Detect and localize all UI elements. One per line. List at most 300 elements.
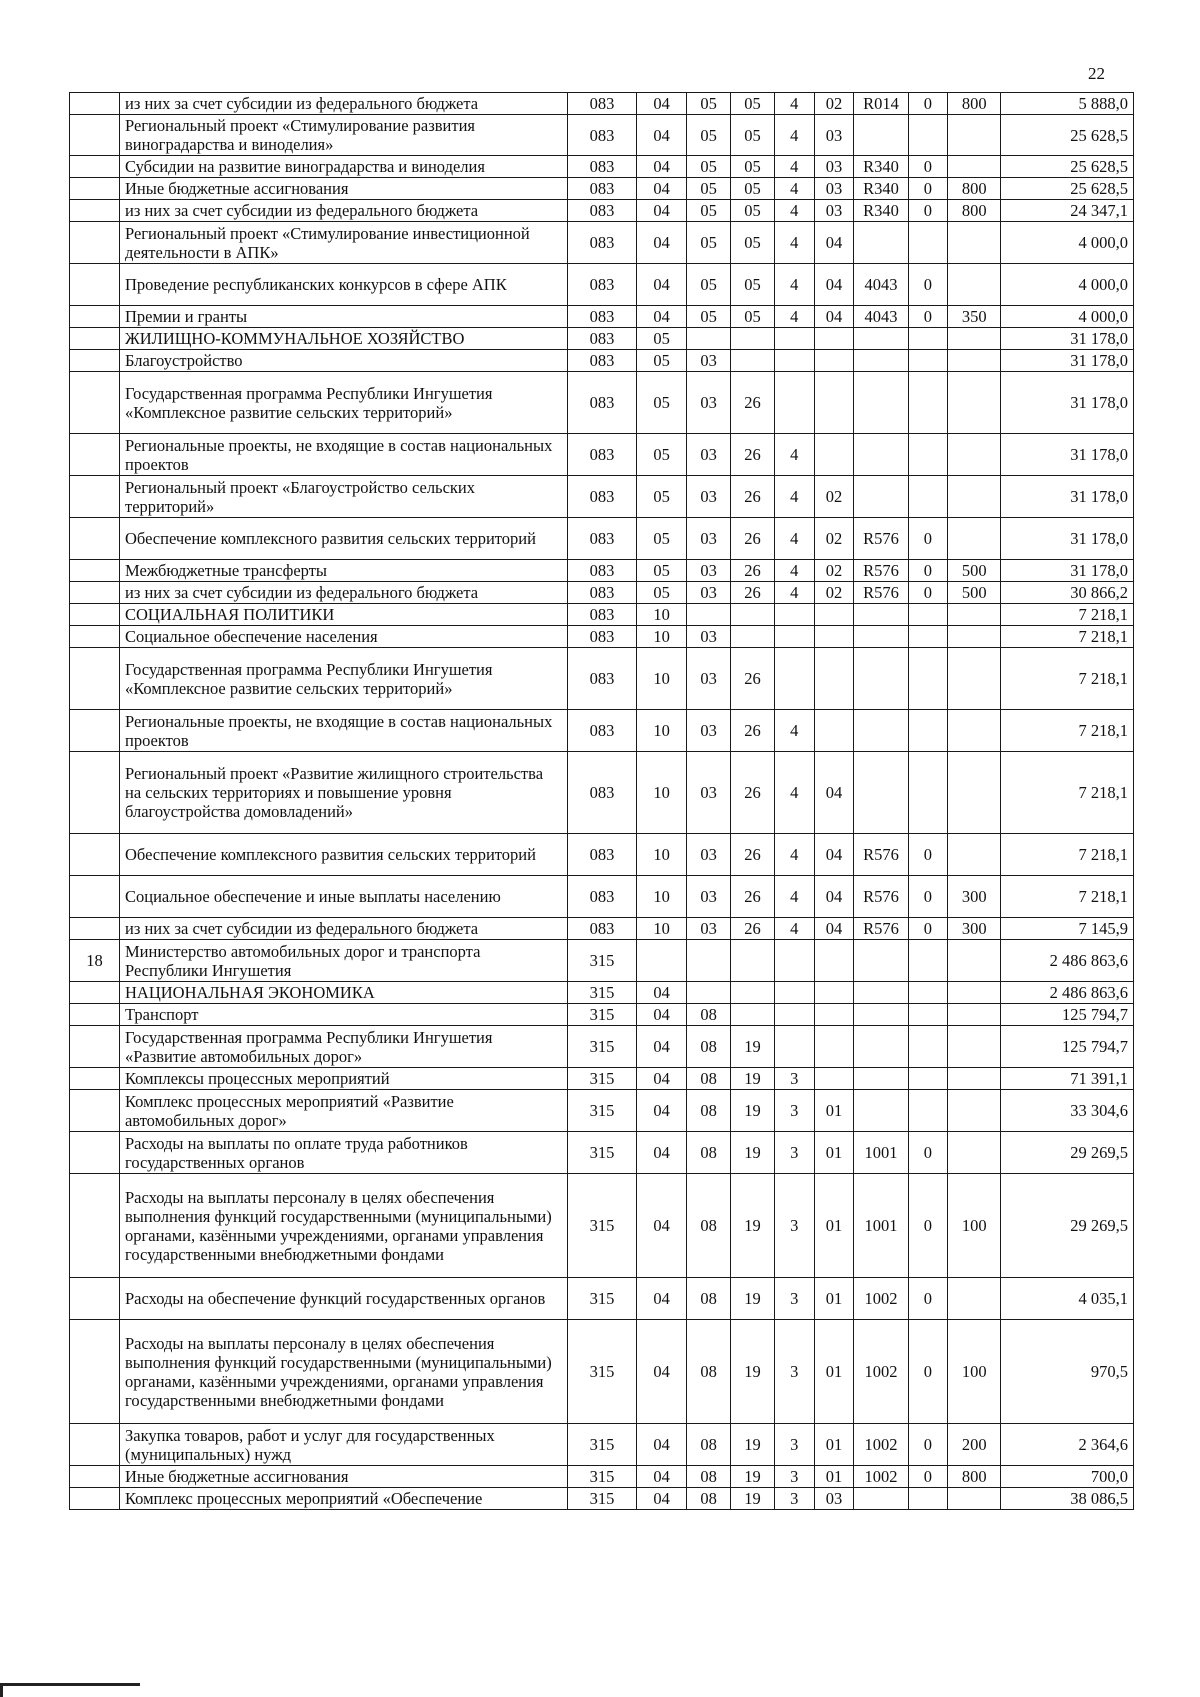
cell-p3: 04	[814, 264, 854, 306]
cell-p1: 26	[731, 560, 775, 582]
cell-sum: 31 178,0	[1001, 476, 1134, 518]
cell-p2	[774, 328, 814, 350]
cell-p1: 26	[731, 648, 775, 710]
cell-n	[70, 1132, 120, 1174]
cell-p1: 05	[731, 222, 775, 264]
cell-p3: 02	[814, 582, 854, 604]
cell-p4: R014	[854, 93, 908, 115]
cell-n	[70, 518, 120, 560]
cell-rz: 10	[637, 752, 687, 834]
cell-vr	[948, 1004, 1001, 1026]
cell-p3: 03	[814, 156, 854, 178]
table-row	[70, 476, 1134, 518]
cell-rz: 04	[637, 1174, 687, 1278]
cell-p4	[854, 328, 908, 350]
cell-vr: 800	[948, 200, 1001, 222]
cell-p5: 0	[908, 876, 948, 918]
cell-ved: 315	[567, 1068, 636, 1090]
cell-p3: 04	[814, 306, 854, 328]
cell-ved: 083	[567, 328, 636, 350]
cell-vr: 800	[948, 1466, 1001, 1488]
cell-p1: 26	[731, 752, 775, 834]
cell-ved: 315	[567, 1278, 636, 1320]
cell-p3	[814, 940, 854, 982]
cell-n	[70, 1090, 120, 1132]
cell-p5	[908, 372, 948, 434]
cell-vr	[948, 518, 1001, 560]
cell-p5	[908, 350, 948, 372]
cell-p3: 01	[814, 1424, 854, 1466]
cell-n	[70, 560, 120, 582]
table-row	[70, 1424, 1134, 1466]
table-row	[70, 372, 1134, 434]
cell-rz: 10	[637, 876, 687, 918]
cell-n	[70, 1320, 120, 1424]
cell-p5: 0	[908, 1174, 948, 1278]
cell-pr: 08	[687, 1488, 731, 1510]
cell-sum: 7 218,1	[1001, 876, 1134, 918]
cell-p5	[908, 1068, 948, 1090]
cell-p3	[814, 1068, 854, 1090]
cell-rz: 04	[637, 1466, 687, 1488]
cell-p5	[908, 626, 948, 648]
cell-vr: 200	[948, 1424, 1001, 1466]
cell-p4	[854, 1488, 908, 1510]
cell-p5: 0	[908, 200, 948, 222]
cell-p2: 3	[774, 1090, 814, 1132]
cell-rz: 04	[637, 264, 687, 306]
cell-vr: 300	[948, 918, 1001, 940]
cell-p1: 26	[731, 476, 775, 518]
cell-name: СОЦИАЛЬНАЯ ПОЛИТИКИ	[119, 604, 567, 626]
scan-edge-mark	[0, 1683, 140, 1686]
cell-p3: 02	[814, 93, 854, 115]
cell-ved: 315	[567, 1174, 636, 1278]
table-row	[70, 1278, 1134, 1320]
cell-name: Региональные проекты, не входящие в состав национальных проектов	[119, 434, 567, 476]
cell-p5: 0	[908, 834, 948, 876]
cell-pr: 08	[687, 1278, 731, 1320]
cell-p5	[908, 982, 948, 1004]
cell-rz: 04	[637, 1004, 687, 1026]
table-row	[70, 434, 1134, 476]
cell-pr: 03	[687, 434, 731, 476]
cell-p5	[908, 476, 948, 518]
cell-ved: 315	[567, 1132, 636, 1174]
cell-n	[70, 178, 120, 200]
cell-ved: 083	[567, 434, 636, 476]
budget-table	[69, 92, 1134, 1510]
cell-p1	[731, 940, 775, 982]
cell-p3: 03	[814, 115, 854, 156]
cell-p3: 03	[814, 178, 854, 200]
cell-ved: 083	[567, 372, 636, 434]
cell-rz: 10	[637, 834, 687, 876]
cell-pr: 08	[687, 1090, 731, 1132]
cell-ved: 083	[567, 476, 636, 518]
cell-vr	[948, 1278, 1001, 1320]
table-row	[70, 1132, 1134, 1174]
cell-p1	[731, 328, 775, 350]
cell-rz: 10	[637, 918, 687, 940]
table-row	[70, 1026, 1134, 1068]
cell-vr	[948, 156, 1001, 178]
cell-p1: 26	[731, 876, 775, 918]
cell-vr: 800	[948, 93, 1001, 115]
cell-vr	[948, 372, 1001, 434]
cell-ved: 083	[567, 834, 636, 876]
cell-p1	[731, 604, 775, 626]
cell-p2: 3	[774, 1320, 814, 1424]
cell-p2: 4	[774, 200, 814, 222]
cell-n	[70, 710, 120, 752]
cell-n	[70, 200, 120, 222]
cell-pr	[687, 982, 731, 1004]
table-row	[70, 710, 1134, 752]
cell-n	[70, 434, 120, 476]
cell-vr	[948, 1026, 1001, 1068]
cell-n	[70, 328, 120, 350]
cell-n	[70, 1004, 120, 1026]
cell-p2: 4	[774, 178, 814, 200]
cell-sum: 2 364,6	[1001, 1424, 1134, 1466]
cell-ved: 315	[567, 1026, 636, 1068]
cell-rz: 04	[637, 115, 687, 156]
cell-p3	[814, 372, 854, 434]
cell-pr: 08	[687, 1068, 731, 1090]
cell-p2	[774, 940, 814, 982]
cell-name: НАЦИОНАЛЬНАЯ ЭКОНОМИКА	[119, 982, 567, 1004]
cell-p4	[854, 710, 908, 752]
cell-p5	[908, 1004, 948, 1026]
cell-vr	[948, 940, 1001, 982]
cell-p5	[908, 434, 948, 476]
cell-name: Иные бюджетные ассигнования	[119, 178, 567, 200]
table-row	[70, 306, 1134, 328]
cell-p4: R340	[854, 200, 908, 222]
cell-sum: 31 178,0	[1001, 560, 1134, 582]
cell-vr: 300	[948, 876, 1001, 918]
cell-n	[70, 876, 120, 918]
cell-p5: 0	[908, 264, 948, 306]
cell-pr: 05	[687, 178, 731, 200]
cell-p2: 3	[774, 1424, 814, 1466]
cell-p1: 26	[731, 372, 775, 434]
cell-n	[70, 156, 120, 178]
cell-p1: 19	[731, 1488, 775, 1510]
cell-p2	[774, 372, 814, 434]
cell-n	[70, 982, 120, 1004]
cell-name: Комплексы процессных мероприятий	[119, 1068, 567, 1090]
cell-vr: 350	[948, 306, 1001, 328]
table-row	[70, 93, 1134, 115]
cell-rz: 10	[637, 626, 687, 648]
cell-pr: 05	[687, 222, 731, 264]
cell-p2: 4	[774, 582, 814, 604]
table-row	[70, 834, 1134, 876]
cell-p2: 4	[774, 222, 814, 264]
cell-sum: 7 218,1	[1001, 648, 1134, 710]
cell-vr	[948, 350, 1001, 372]
cell-p4: 4043	[854, 264, 908, 306]
table-row	[70, 1068, 1134, 1090]
cell-name: из них за счет субсидии из федерального бюджета	[119, 918, 567, 940]
cell-sum: 31 178,0	[1001, 350, 1134, 372]
cell-p4: R576	[854, 834, 908, 876]
cell-n	[70, 93, 120, 115]
cell-ved: 315	[567, 982, 636, 1004]
cell-vr	[948, 752, 1001, 834]
cell-sum: 4 000,0	[1001, 306, 1134, 328]
cell-p5: 0	[908, 1320, 948, 1424]
cell-p3	[814, 1026, 854, 1068]
cell-p5	[908, 648, 948, 710]
cell-p4	[854, 604, 908, 626]
cell-name: Государственная программа Республики Ингушетия «Комплексное развитие сельских территорий»	[119, 648, 567, 710]
page-number: 22	[1088, 64, 1105, 83]
cell-p5: 0	[908, 156, 948, 178]
cell-sum: 33 304,6	[1001, 1090, 1134, 1132]
cell-rz: 05	[637, 434, 687, 476]
table-row	[70, 1488, 1134, 1510]
cell-p1: 19	[731, 1424, 775, 1466]
cell-p1: 26	[731, 582, 775, 604]
cell-ved: 083	[567, 582, 636, 604]
cell-p2	[774, 982, 814, 1004]
cell-ved: 083	[567, 200, 636, 222]
cell-n: 18	[70, 940, 120, 982]
cell-p5: 0	[908, 918, 948, 940]
cell-ved: 083	[567, 178, 636, 200]
cell-p1: 05	[731, 200, 775, 222]
cell-p3	[814, 982, 854, 1004]
cell-sum: 29 269,5	[1001, 1132, 1134, 1174]
cell-n	[70, 306, 120, 328]
cell-rz: 04	[637, 93, 687, 115]
cell-pr: 08	[687, 1174, 731, 1278]
cell-ved: 083	[567, 918, 636, 940]
table-row	[70, 264, 1134, 306]
cell-rz: 10	[637, 710, 687, 752]
cell-p5	[908, 222, 948, 264]
table-row	[70, 604, 1134, 626]
cell-p5: 0	[908, 1466, 948, 1488]
cell-vr	[948, 604, 1001, 626]
cell-pr: 05	[687, 93, 731, 115]
cell-p4	[854, 982, 908, 1004]
cell-vr	[948, 115, 1001, 156]
cell-pr: 03	[687, 350, 731, 372]
cell-ved: 083	[567, 350, 636, 372]
cell-p4: R576	[854, 876, 908, 918]
cell-vr	[948, 1488, 1001, 1510]
cell-n	[70, 834, 120, 876]
cell-sum: 4 000,0	[1001, 264, 1134, 306]
cell-p5	[908, 940, 948, 982]
cell-vr	[948, 1090, 1001, 1132]
cell-p1: 19	[731, 1026, 775, 1068]
cell-pr: 03	[687, 476, 731, 518]
cell-p4: 1001	[854, 1174, 908, 1278]
table-row	[70, 115, 1134, 156]
cell-pr: 03	[687, 372, 731, 434]
cell-p2: 4	[774, 434, 814, 476]
cell-name: Обеспечение комплексного развития сельских территорий	[119, 518, 567, 560]
cell-name: Расходы на выплаты по оплате труда работников государственных органов	[119, 1132, 567, 1174]
cell-rz: 05	[637, 328, 687, 350]
cell-n	[70, 115, 120, 156]
cell-sum: 7 218,1	[1001, 710, 1134, 752]
cell-p5	[908, 1090, 948, 1132]
cell-sum: 24 347,1	[1001, 200, 1134, 222]
cell-sum: 700,0	[1001, 1466, 1134, 1488]
cell-p5	[908, 604, 948, 626]
cell-pr: 08	[687, 1320, 731, 1424]
cell-n	[70, 350, 120, 372]
cell-vr	[948, 434, 1001, 476]
cell-p4	[854, 222, 908, 264]
cell-p2	[774, 604, 814, 626]
cell-p2: 3	[774, 1132, 814, 1174]
table-row	[70, 626, 1134, 648]
cell-n	[70, 1466, 120, 1488]
cell-rz: 04	[637, 1132, 687, 1174]
cell-vr	[948, 648, 1001, 710]
cell-p2: 4	[774, 93, 814, 115]
cell-p1: 05	[731, 156, 775, 178]
cell-p4: 1001	[854, 1132, 908, 1174]
cell-p1: 19	[731, 1466, 775, 1488]
cell-n	[70, 604, 120, 626]
cell-p2: 3	[774, 1278, 814, 1320]
cell-p5	[908, 328, 948, 350]
cell-pr: 05	[687, 306, 731, 328]
cell-p5: 0	[908, 93, 948, 115]
cell-n	[70, 1174, 120, 1278]
cell-n	[70, 752, 120, 834]
table-row	[70, 1466, 1134, 1488]
cell-pr: 03	[687, 582, 731, 604]
cell-rz: 04	[637, 1090, 687, 1132]
cell-p4	[854, 434, 908, 476]
cell-p3: 01	[814, 1320, 854, 1424]
cell-sum: 25 628,5	[1001, 178, 1134, 200]
cell-p2: 3	[774, 1466, 814, 1488]
cell-p3: 04	[814, 834, 854, 876]
cell-p3	[814, 604, 854, 626]
cell-vr	[948, 222, 1001, 264]
cell-p4	[854, 648, 908, 710]
cell-rz	[637, 940, 687, 982]
cell-rz: 04	[637, 1026, 687, 1068]
table-row	[70, 1090, 1134, 1132]
cell-pr: 03	[687, 648, 731, 710]
cell-p3	[814, 710, 854, 752]
cell-p2: 4	[774, 876, 814, 918]
cell-p2: 4	[774, 476, 814, 518]
cell-sum: 7 218,1	[1001, 752, 1134, 834]
cell-p5: 0	[908, 1132, 948, 1174]
cell-sum: 38 086,5	[1001, 1488, 1134, 1510]
cell-n	[70, 1278, 120, 1320]
cell-p4: R340	[854, 178, 908, 200]
cell-p4	[854, 1090, 908, 1132]
cell-p2: 4	[774, 710, 814, 752]
cell-vr: 100	[948, 1320, 1001, 1424]
cell-pr: 03	[687, 626, 731, 648]
cell-p1: 05	[731, 93, 775, 115]
cell-p4: R576	[854, 582, 908, 604]
cell-name: Государственная программа Республики Ингушетия «Комплексное развитие сельских территорий»	[119, 372, 567, 434]
cell-p4: 1002	[854, 1278, 908, 1320]
cell-p4	[854, 1026, 908, 1068]
cell-n	[70, 476, 120, 518]
cell-sum: 29 269,5	[1001, 1174, 1134, 1278]
cell-n	[70, 264, 120, 306]
cell-sum: 31 178,0	[1001, 434, 1134, 476]
cell-ved: 083	[567, 710, 636, 752]
cell-ved: 315	[567, 1320, 636, 1424]
cell-rz: 05	[637, 560, 687, 582]
cell-p1: 26	[731, 518, 775, 560]
cell-rz: 05	[637, 372, 687, 434]
cell-ved: 315	[567, 1004, 636, 1026]
cell-p2	[774, 1004, 814, 1026]
cell-sum: 4 000,0	[1001, 222, 1134, 264]
cell-name: Расходы на обеспечение функций государственных органов	[119, 1278, 567, 1320]
table-row	[70, 918, 1134, 940]
cell-sum: 7 218,1	[1001, 626, 1134, 648]
cell-name: Комплекс процессных мероприятий «Развитие автомобильных дорог»	[119, 1090, 567, 1132]
cell-p3: 02	[814, 476, 854, 518]
cell-p3: 01	[814, 1278, 854, 1320]
cell-p3	[814, 350, 854, 372]
cell-pr	[687, 604, 731, 626]
cell-p3: 01	[814, 1090, 854, 1132]
cell-p1: 19	[731, 1090, 775, 1132]
cell-vr: 500	[948, 560, 1001, 582]
cell-ved: 083	[567, 115, 636, 156]
table-row	[70, 1320, 1134, 1424]
cell-sum: 25 628,5	[1001, 115, 1134, 156]
cell-sum: 125 794,7	[1001, 1026, 1134, 1068]
cell-sum: 25 628,5	[1001, 156, 1134, 178]
cell-p3	[814, 328, 854, 350]
cell-pr: 05	[687, 200, 731, 222]
cell-p3	[814, 1004, 854, 1026]
cell-name: Расходы на выплаты персоналу в целях обеспечения выполнения функций государственными (муниципальными) органами, казёнными учреждениями, органами управления государственными внебюджетными фондами	[119, 1320, 567, 1424]
cell-vr	[948, 264, 1001, 306]
cell-name: Государственная программа Республики Ингушетия «Развитие автомобильных дорог»	[119, 1026, 567, 1068]
cell-sum: 7 218,1	[1001, 604, 1134, 626]
cell-pr	[687, 940, 731, 982]
cell-p2	[774, 350, 814, 372]
cell-p5	[908, 710, 948, 752]
cell-pr: 08	[687, 1424, 731, 1466]
cell-vr	[948, 1132, 1001, 1174]
cell-p1	[731, 626, 775, 648]
cell-name: Региональный проект «Стимулирование инвестиционной деятельности в АПК»	[119, 222, 567, 264]
cell-p2: 4	[774, 306, 814, 328]
cell-p2: 4	[774, 918, 814, 940]
cell-ved: 315	[567, 1424, 636, 1466]
cell-pr: 03	[687, 752, 731, 834]
cell-vr	[948, 834, 1001, 876]
cell-ved: 083	[567, 752, 636, 834]
table-row	[70, 752, 1134, 834]
cell-p2: 4	[774, 560, 814, 582]
table-row	[70, 560, 1134, 582]
